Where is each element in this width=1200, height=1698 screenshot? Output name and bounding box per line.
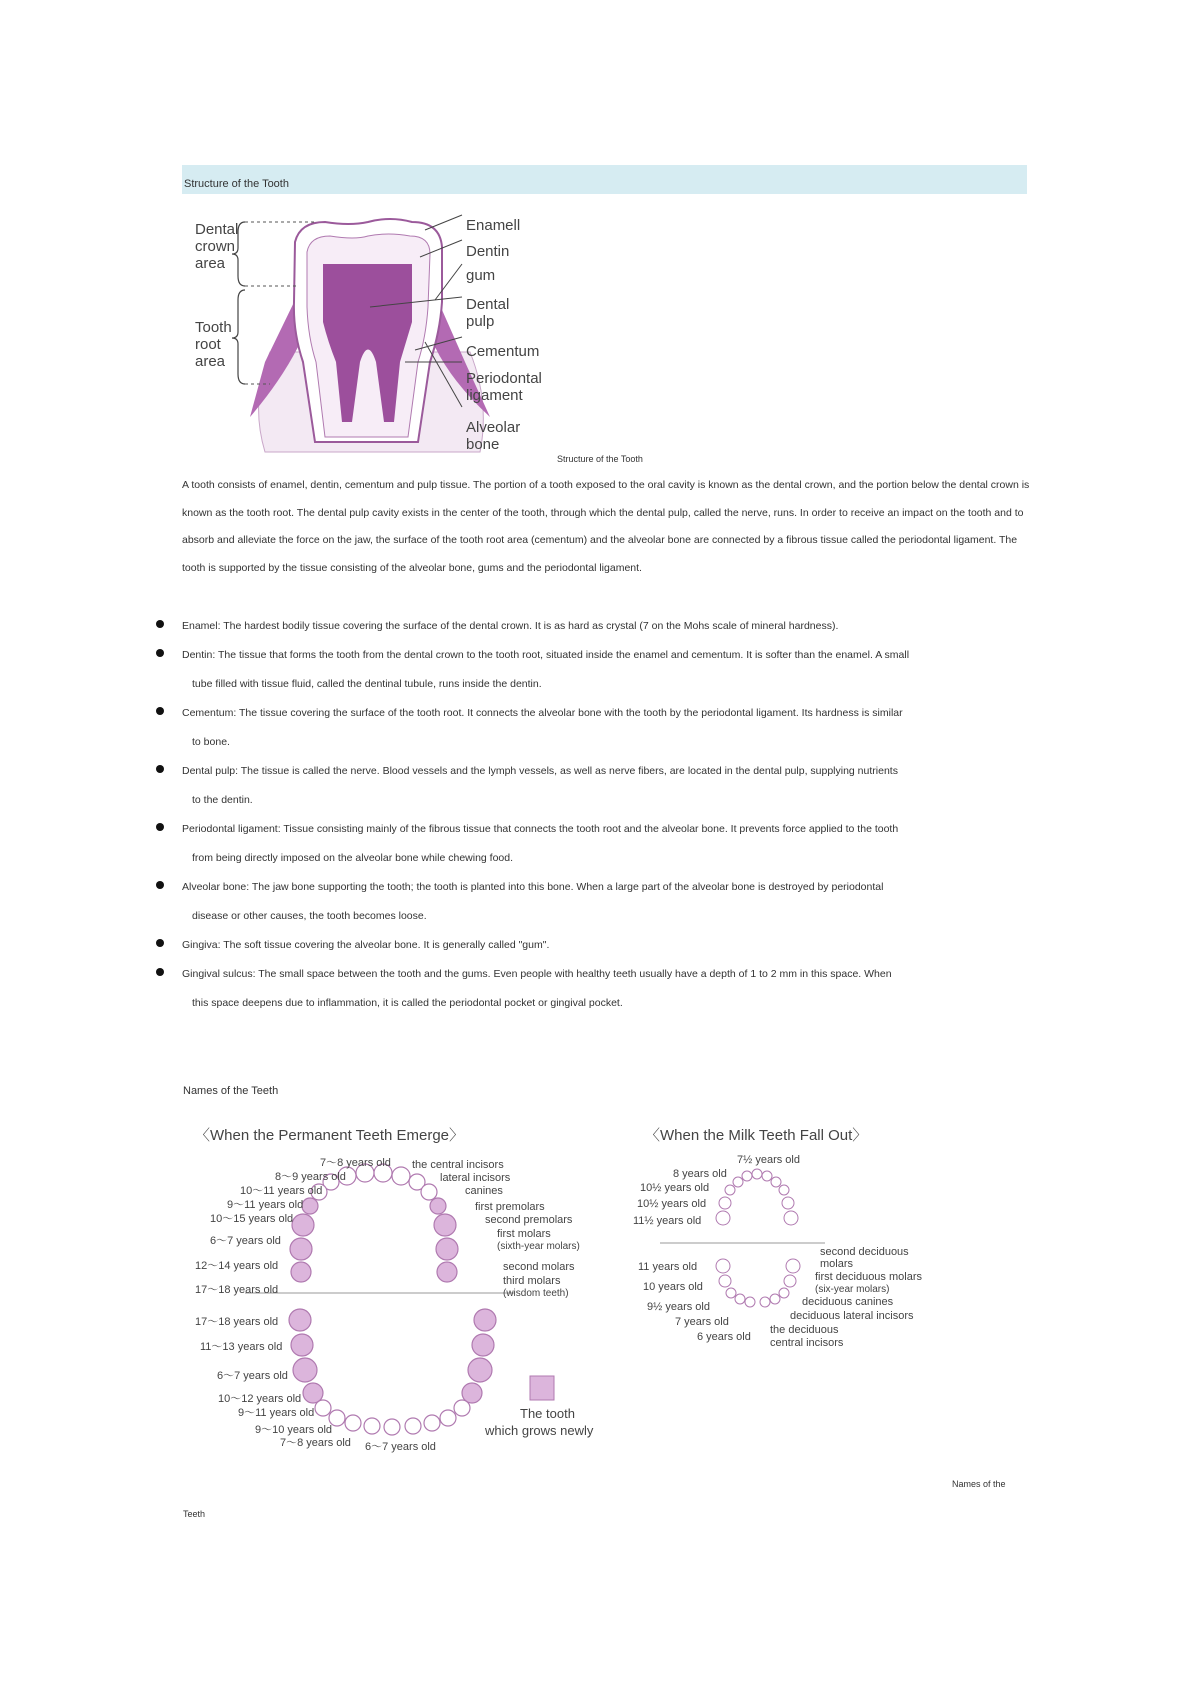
svg-text:first deciduous molars: first deciduous molars xyxy=(815,1271,922,1283)
figure-caption-structure: Structure of the Tooth xyxy=(557,454,643,464)
label-crown-area-2: crown xyxy=(195,238,236,255)
intro-paragraph: A tooth consists of enamel, dentin, cementum and pulp tissue. The portion of a tooth exposed to the oral cavity is known as the dental crown, and the portion below the dental crown is known as the tooth root. The dental pulp cavity exists in the center of the tooth, through which the dental pulp, called the nerve, runs. In order to receive an impact on the tooth and to absorb and alleviate the force on the jaw, the surface of the tooth root area (cementum) and the alveolar bone are connected by a fibrous tissue called the periodontal ligament. The tooth is supported by the tissue consisting of the alveolar bone, gums and the periodontal ligament. xyxy=(182,479,1030,574)
svg-text:central incisors: central incisors xyxy=(770,1337,844,1349)
label-crown-area-3: area xyxy=(195,255,226,272)
tooth-structure-diagram xyxy=(190,212,570,462)
teeth-names-diagram xyxy=(185,1118,965,1483)
svg-text:first molars: first molars xyxy=(497,1228,551,1240)
svg-text:molars: molars xyxy=(820,1258,854,1270)
svg-text:the central incisors: the central incisors xyxy=(412,1159,504,1171)
svg-text:lateral incisors: lateral incisors xyxy=(440,1172,511,1184)
svg-text:7 years old: 7 years old xyxy=(675,1316,729,1328)
label-root-area-2: root xyxy=(195,336,221,353)
svg-text:6〜7 years old: 6〜7 years old xyxy=(217,1370,288,1382)
legend-swatch xyxy=(530,1376,554,1400)
label-pulp-1: Dental xyxy=(466,296,510,313)
svg-text:7〜8 years old: 7〜8 years old xyxy=(280,1437,351,1449)
svg-text:7〜8 years old: 7〜8 years old xyxy=(320,1157,391,1169)
svg-text:11〜13 years old: 11〜13 years old xyxy=(200,1341,283,1353)
svg-text:10〜12 years old: 10〜12 years old xyxy=(218,1393,302,1405)
label-crown-area-1: Dental xyxy=(195,221,239,238)
section-title: Structure of the Tooth xyxy=(184,178,289,190)
svg-text:11½ years old: 11½ years old xyxy=(633,1215,702,1227)
svg-text:6 years old: 6 years old xyxy=(697,1331,751,1343)
svg-text:17〜18 years old: 17〜18 years old xyxy=(195,1316,279,1328)
milk-title: 〈When the Milk Teeth Fall Out〉 xyxy=(645,1127,868,1144)
bullet-cementum: Cementum: The tissue covering the surface of the tooth root. It connects the alveolar bone with the tooth by the periodontal ligament. Its hardness is similar to bone. xyxy=(150,699,1032,757)
svg-text:10½ years old: 10½ years old xyxy=(640,1182,710,1194)
bullet-dot xyxy=(156,765,164,773)
svg-text:12〜14 years old: 12〜14 years old xyxy=(195,1260,279,1272)
bullet-gingival-sulcus: Gingival sulcus: The small space between the tooth and the gums. Even people with healthy teeth usually have a depth of 1 to 2 mm in this space. When this space deepens due to inflammation, it is called the periodontal pocket or gingival pocket. xyxy=(150,960,1032,1018)
svg-text:first premolars: first premolars xyxy=(475,1201,545,1213)
bullet-dentin: Dentin: The tissue that forms the tooth from the dental crown to the tooth root, situated inside the enamel and cementum. It is softer than the enamel. A small tube filled with tissue fluid, called the dentinal tubule, runs inside the dentin. xyxy=(150,641,1032,699)
label-dentin: Dentin xyxy=(466,243,510,260)
bullet-periodontal-ligament: Periodontal ligament: Tissue consisting mainly of the fibrous tissue that connects the tooth root and the alveolar bone. It prevents force applied to the tooth from being directly imposed on the alveolar bone while chewing food. xyxy=(150,815,1032,873)
label-root-area-1: Tooth xyxy=(195,319,232,336)
svg-text:third molars: third molars xyxy=(503,1275,561,1287)
section-title-names: Names of the Teeth xyxy=(183,1085,279,1097)
svg-text:8〜9 years old: 8〜9 years old xyxy=(275,1171,346,1183)
bullet-alveolar-bone: Alveolar bone: The jaw bone supporting the tooth; the tooth is planted into this bone. When a large part of the alveolar bone is destroyed by periodontal disease or other causes, the tooth becomes loose. xyxy=(150,873,1032,931)
label-ligament-2: ligament xyxy=(466,387,523,404)
label-pulp-2: pulp xyxy=(466,313,495,330)
section-header-structure xyxy=(182,165,1027,194)
label-ligament-1: Periodontal xyxy=(466,370,542,387)
svg-text:11 years old: 11 years old xyxy=(638,1261,698,1273)
svg-text:7½ years old: 7½ years old xyxy=(737,1154,800,1166)
svg-text:10〜15 years old: 10〜15 years old xyxy=(210,1213,294,1225)
bullet-dental-pulp: Dental pulp: The tissue is called the nerve. Blood vessels and the lymph vessels, as well as nerve fibers, are located in the dental pulp, supplying nutrients to the dentin. xyxy=(150,757,1032,815)
bullet-dot xyxy=(156,881,164,889)
svg-text:8 years old: 8 years old xyxy=(673,1168,727,1180)
label-bone-2: bone xyxy=(466,436,500,453)
svg-text:deciduous lateral incisors: deciduous lateral incisors xyxy=(790,1310,914,1322)
svg-text:17〜18 years old: 17〜18 years old xyxy=(195,1284,279,1296)
bullet-enamel: Enamel: The hardest bodily tissue covering the surface of the dental crown. It is as hard as crystal (7 on the Mohs scale of mineral hardness). xyxy=(150,612,1032,641)
svg-text:6〜7 years old: 6〜7 years old xyxy=(210,1235,281,1247)
svg-text:(wisdom teeth): (wisdom teeth) xyxy=(503,1288,569,1299)
svg-text:9½ years old: 9½ years old xyxy=(647,1301,710,1313)
svg-text:9〜11 years old: 9〜11 years old xyxy=(227,1199,304,1211)
bullet-gingiva: Gingiva: The soft tissue covering the alveolar bone. It is generally called "gum". xyxy=(150,931,1032,960)
svg-text:(sixth-year molars): (sixth-year molars) xyxy=(497,1241,580,1252)
svg-text:The tooth: The tooth xyxy=(520,1406,575,1421)
svg-text:10〜11 years old: 10〜11 years old xyxy=(240,1185,323,1197)
bullet-dot xyxy=(156,707,164,715)
svg-text:second molars: second molars xyxy=(503,1261,575,1273)
svg-text:6〜7 years old: 6〜7 years old xyxy=(365,1441,436,1453)
label-gum: gum xyxy=(466,267,496,284)
bullet-dot xyxy=(156,968,164,976)
label-cementum: Cementum xyxy=(466,343,540,360)
svg-text:10 years old: 10 years old xyxy=(643,1281,703,1293)
svg-text:second premolars: second premolars xyxy=(485,1214,573,1226)
svg-text:(six-year molars): (six-year molars) xyxy=(815,1284,890,1295)
bullet-dot xyxy=(156,620,164,628)
figure-caption-names-1: Names of the xyxy=(952,1479,1006,1489)
svg-text:deciduous canines: deciduous canines xyxy=(802,1296,894,1308)
svg-text:9〜10 years old: 9〜10 years old xyxy=(255,1424,333,1436)
bullet-list xyxy=(150,612,1032,1018)
svg-text:canines: canines xyxy=(465,1185,503,1197)
svg-text:second deciduous: second deciduous xyxy=(820,1246,909,1258)
svg-text:9〜11 years old: 9〜11 years old xyxy=(238,1407,315,1419)
permanent-title: 〈When the Permanent Teeth Emerge〉 xyxy=(195,1127,465,1144)
label-root-area-3: area xyxy=(195,353,226,370)
bullet-dot xyxy=(156,823,164,831)
label-enamel: Enamell xyxy=(466,217,521,234)
label-bone-1: Alveolar xyxy=(466,419,521,436)
bullet-dot xyxy=(156,649,164,657)
svg-text:which grows newly: which grows newly xyxy=(485,1423,594,1438)
figure-caption-names-2: Teeth xyxy=(183,1509,206,1519)
svg-text:10½ years old: 10½ years old xyxy=(637,1198,707,1210)
bullet-dot xyxy=(156,939,164,947)
svg-text:the deciduous: the deciduous xyxy=(770,1324,839,1336)
